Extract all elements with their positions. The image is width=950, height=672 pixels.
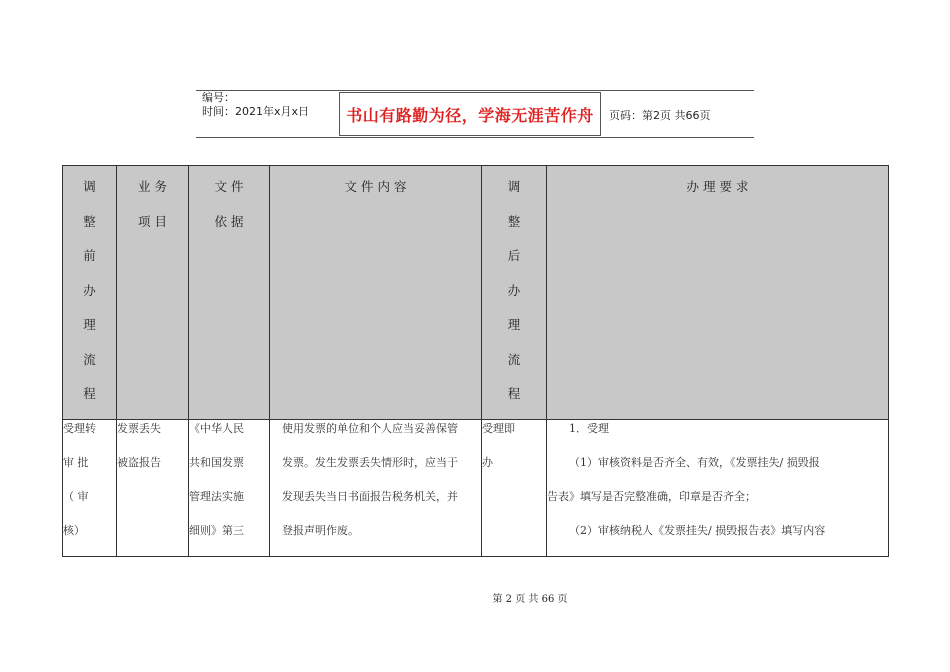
time-label: 时间：2021年x月x日: [202, 105, 310, 118]
table-header-row: [63, 166, 889, 420]
cell-before-process: 受理转 审 批 （ 审 核）: [63, 419, 117, 556]
cell-requirements: 1．受理 （1）审核资料是否齐全、有效，《发票挂失/ 损毁报 告表》填写是否完整准确，印章是否齐全； （2）审核纳税人《发票挂失/ 损毁报告表》填写内容: [547, 419, 889, 556]
header-meta: [202, 91, 336, 137]
motto-box: [339, 92, 601, 136]
header-before-process: 调 整 前 办 理 流 程: [63, 166, 117, 420]
header-after-process: 调 整 后 办 理 流 程: [482, 166, 547, 420]
header-document-basis: 文 件 依 据: [189, 166, 270, 420]
page-footer: 第 2 页 共 66 页: [492, 594, 568, 605]
table-row: [63, 419, 889, 556]
procedure-table: [62, 165, 889, 557]
cell-document-basis: 《中华人民 共和国发票 管理法实施 细则》第三: [189, 419, 270, 556]
header-requirements: 办 理 要 求: [547, 166, 889, 420]
page-indicator: 页码：第2页 共66页: [609, 109, 711, 122]
header-bottom-rule: [196, 137, 754, 138]
number-label: 编号：: [202, 91, 235, 104]
cell-after-process: 受理即 办: [482, 419, 547, 556]
cell-business-item: 发票丢失 被盗报告: [117, 419, 189, 556]
cell-document-content: 使用发票的单位和个人应当妥善保管 发票。发生发票丢失情形时，应当于 发现丢失当日书面报告税务机关，并 登报声明作废。: [270, 419, 482, 556]
header-document-content: 文 件 内 容: [270, 166, 482, 420]
motto-text: 书山有路勤为径，学海无涯苦作舟: [346, 105, 594, 125]
header-business-item: 业 务 项 目: [117, 166, 189, 420]
